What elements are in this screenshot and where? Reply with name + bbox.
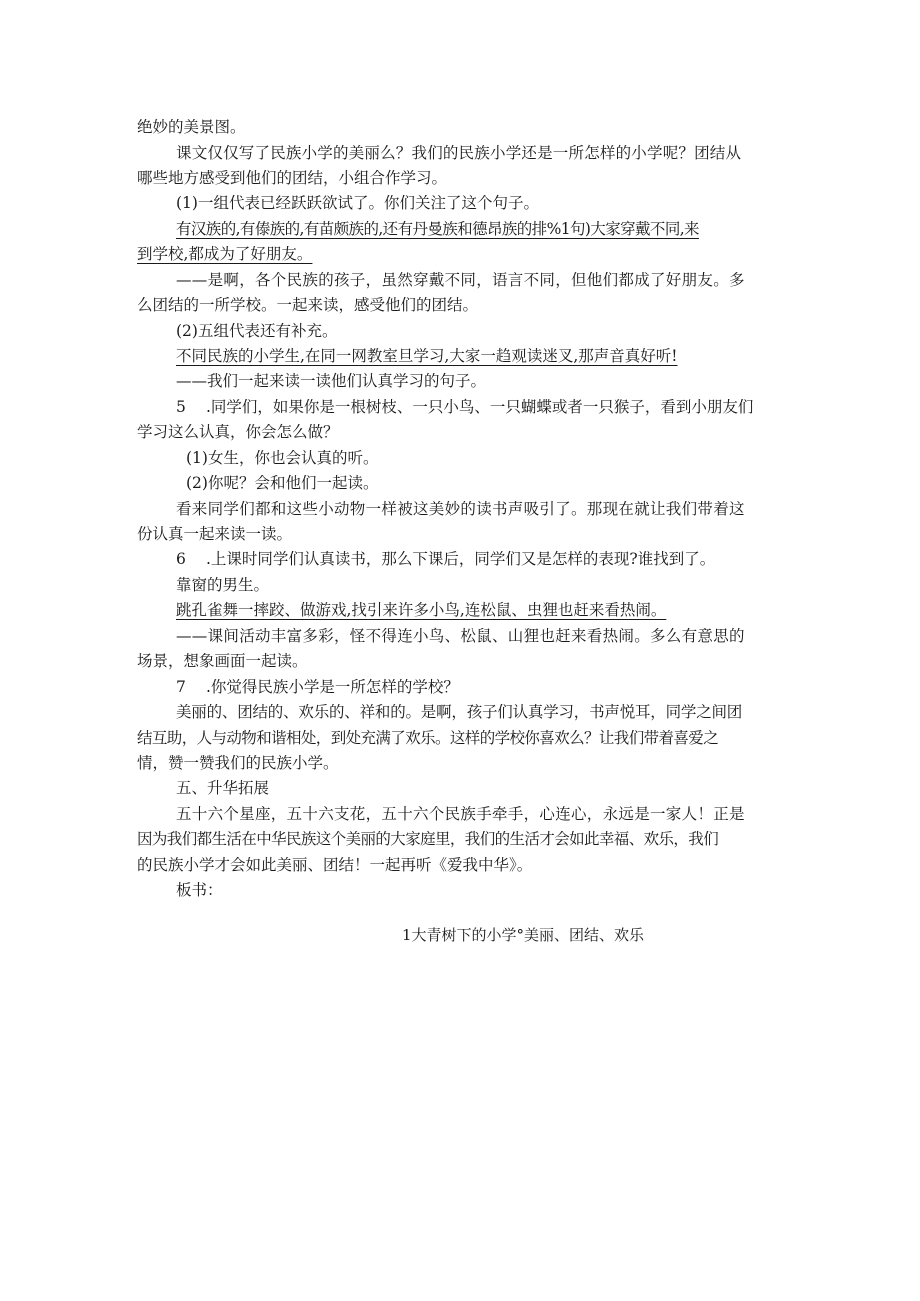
text-line: 的民族小学才会如此美丽、团结！一起再听《爱我中华》。	[137, 856, 533, 874]
text-line: (1)一组代表已经跃跃欲试了。你们关注了这个句子。	[176, 194, 539, 212]
underlined-sentence: 不同民族的小学生,在同一网教室旦学习,大家一趋观读迷叉,那声音真好听!	[176, 347, 678, 365]
section-heading: 五、升华拓展	[176, 779, 270, 797]
text-line: ——课间活动丰富多彩，怪不得连小鸟、松鼠、山狸也赶来看热闹。多么有意思的	[176, 627, 745, 645]
text-line: 学习这么认真，你会怎么做？	[137, 423, 339, 441]
underlined-sentence: 到学校,都成为了好朋友。	[137, 245, 313, 263]
board-content: 1大青树下的小学°美丽、团结、欢乐	[402, 926, 645, 944]
text-line: 五十六个星座，五十六支花，五十六个民族手牵手，心连心，永远是一家人！正是	[176, 805, 745, 823]
text-line: 情，赞一赞我们的民族小学。	[137, 754, 339, 772]
board-label: 板书：	[176, 881, 223, 899]
text-line: 课文仅仅写了民族小学的美丽么？我们的民族小学还是一所怎样的小学呢？团结从	[176, 144, 742, 162]
text-line: 绝妙的美景图。	[137, 118, 246, 136]
text-line: 看来同学们都和这些小动物一样被这美妙的读书声吸引了。那现在就让我们带着这	[176, 500, 745, 518]
underlined-sentence: 跳孔雀舞一摔跤、做游戏,找引来许多小鸟,连松鼠、虫狸也赶来看热闹。	[176, 601, 667, 619]
item-text: .上课时同学们认真读书，那么下课后，同学们又是怎样的表现?谁找到了。	[206, 550, 716, 568]
text-line	[176, 396, 753, 418]
text-line: (2)你呢？会和他们一起读。	[186, 474, 379, 492]
item-number: 7	[176, 678, 186, 696]
text-line: 靠窗的男生。	[176, 576, 270, 594]
text-line: 份认真一起来读一读。	[137, 525, 293, 543]
text-line: (1)女生，你也会认真的听。	[186, 449, 379, 467]
item-text: .你觉得民族小学是一所怎样的学校？	[206, 678, 459, 696]
text-line	[176, 676, 459, 698]
text-line: 因为我们都生活在中华民族这个美丽的大家庭里，我们的生活才会如此幸福、欢乐，我们	[137, 830, 719, 848]
text-line: 么团结的一所学校。一起来读，感受他们的团结。	[137, 296, 479, 314]
text-line: ——是啊，各个民族的孩子，虽然穿戴不同，语言不同，但他们都成了好朋友。多	[176, 271, 745, 289]
item-text: .同学们，如果你是一根树枝、一只小鸟、一只蝴蝶或者一只猴子，看到小朋友们	[206, 398, 754, 416]
item-number: 6	[176, 550, 186, 568]
text-line: 结互助，人与动物和谐相处，到处充满了欢乐。这样的学校你喜欢么？让我们带着喜爱之	[137, 729, 719, 747]
text-line	[176, 548, 715, 570]
text-line: ——我们一起来读一读他们认真学习的句子。	[176, 372, 487, 390]
text-line: 哪些地方感受到他们的团结，小组合作学习。	[137, 169, 448, 187]
text-line: 场景，想象画面一起读。	[137, 652, 308, 670]
text-line: (2)五组代表还有补充。	[176, 322, 338, 340]
text-line: 美丽的、团结的、欢乐的、祥和的。是啊，孩子们认真学习，书声悦耳，同学之间团	[176, 703, 743, 721]
underlined-sentence: 有汉族的,有傣族的,有苗颇族的,还有丹曼族和德昂族的排%1句)大家穿戴不同,来	[176, 220, 699, 238]
item-number: 5	[176, 398, 186, 416]
